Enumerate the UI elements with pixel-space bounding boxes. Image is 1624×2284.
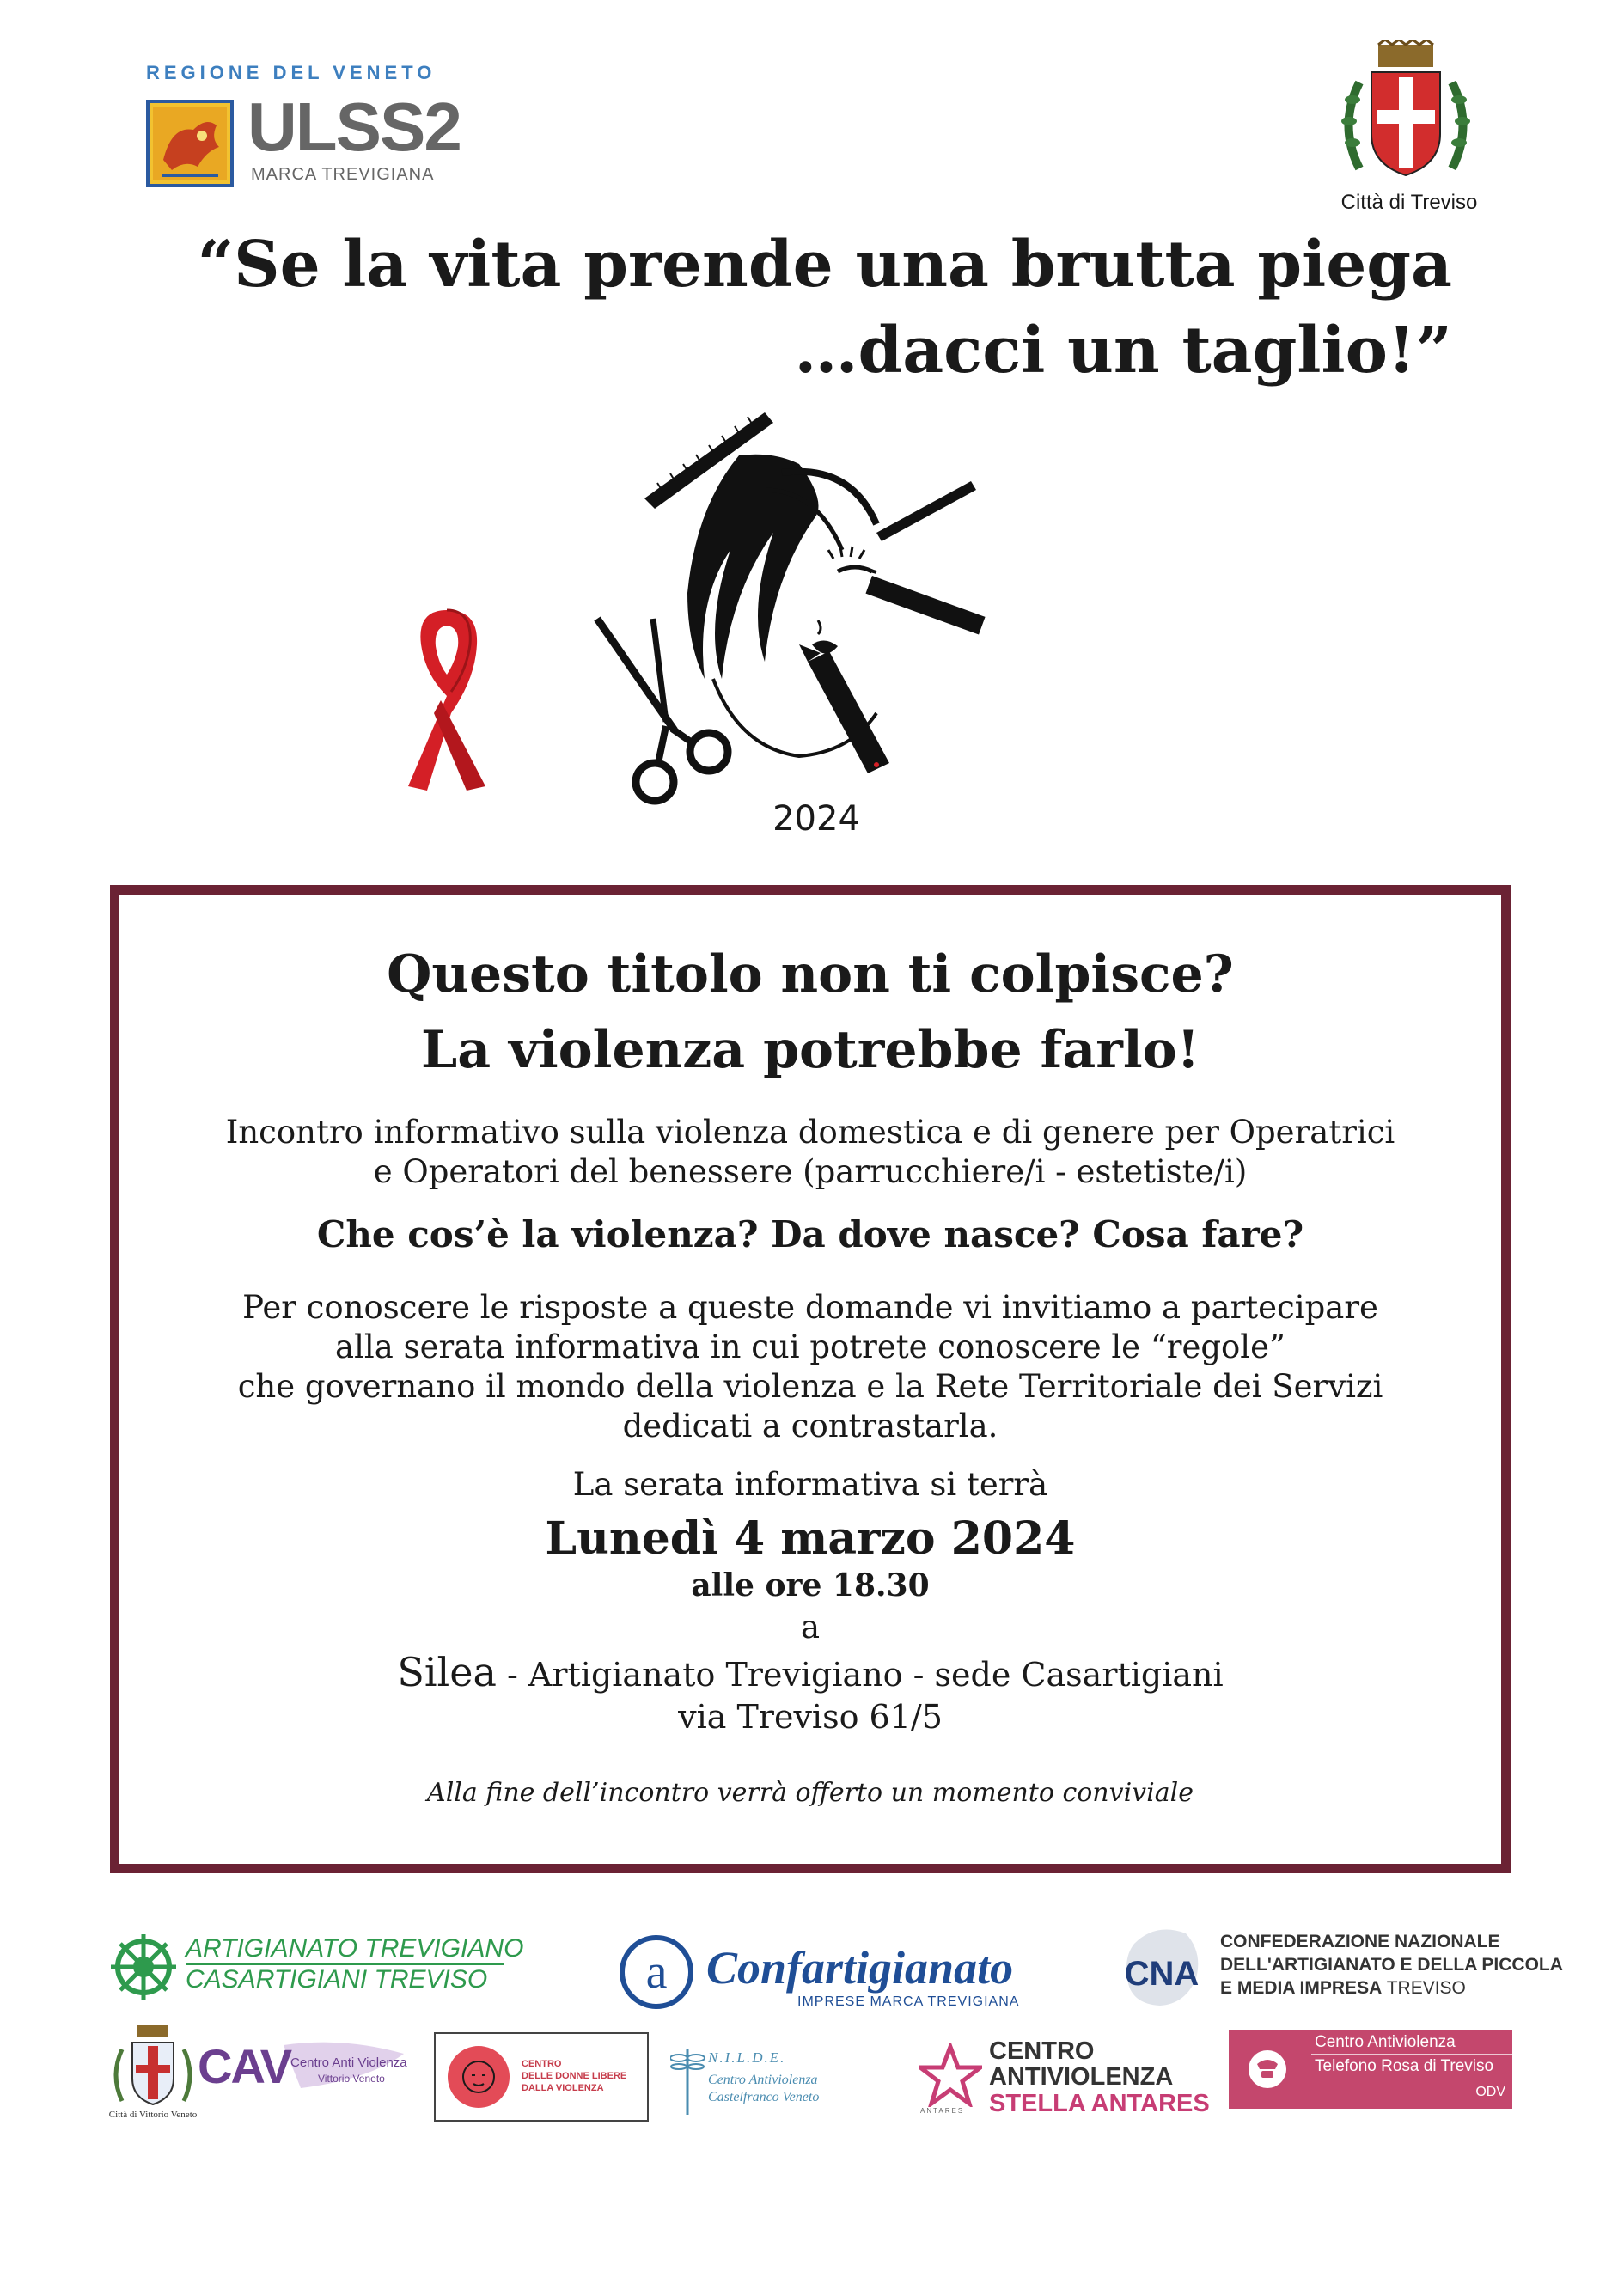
slogan-line-2: …dacci un taglio!” (794, 314, 1452, 388)
treviso-crest-icon (1334, 40, 1478, 184)
stella-antares-logo (913, 2037, 1210, 2124)
cav-line-1: Centro Anti Violenza (290, 2055, 407, 2070)
cav-line-2: Vittorio Veneto (318, 2073, 385, 2085)
ulss2-wordmark: ULSS2 (247, 89, 461, 165)
closing-note: Alla fine dell’incontro verrà offerto un momento conviviale (427, 1778, 1194, 1808)
cav-logo (198, 2037, 412, 2114)
event-date: Lunedì 4 marzo 2024 (545, 1512, 1076, 1565)
citta-di-treviso-label: Città di Treviso (1340, 191, 1478, 214)
face-circle-icon (444, 2043, 513, 2111)
ulss2-logo (146, 62, 461, 191)
nilde-name: N.I.L.D.E. (708, 2049, 786, 2066)
at-word: a (800, 1609, 821, 1646)
confartigianato-name: Confartigianato (706, 1942, 1014, 1994)
cna-line-1: CONFEDERAZIONE NAZIONALE (1220, 1932, 1500, 1951)
telefono-rosa-line-2: Telefono Rosa di Treviso (1315, 2057, 1494, 2075)
dragonfly-icon (670, 2041, 705, 2118)
marca-trevigiana-text: MARCA TREVIGIANA (251, 165, 435, 184)
confartigianato-sub: IMPRESE MARCA TREVIGIANA (797, 1994, 1020, 2009)
cav-acronym: CAV (198, 2039, 291, 2093)
vittorio-veneto-label: Città di Vittorio Veneto (108, 2110, 198, 2120)
questions-line: Che cos’è la violenza? Da dove nasce? Cosa fare? (316, 1213, 1304, 1255)
event-time: alle ore 18.30 (691, 1567, 930, 1603)
body-line-4: dedicati a contrastarla. (622, 1408, 998, 1444)
event-info-box (110, 885, 1511, 1873)
donne-libere-logo (434, 2032, 649, 2122)
lion-of-saint-mark-icon (146, 100, 234, 187)
star-icon (919, 2043, 982, 2107)
event-place-venue: - Artigianato Trevigiano - sede Casartigiani (496, 1656, 1224, 1694)
artigianato-line-1: ARTIGIANATO TREVIGIANO (186, 1934, 524, 1963)
hairdresser-illustration (593, 404, 1023, 808)
regione-veneto-text: REGIONE DEL VENETO (146, 62, 437, 83)
antares-small: ANTARES (920, 2107, 965, 2115)
cna-logo (1117, 1925, 1563, 2019)
body-line-3: che governano il mondo della violenza e la Rete Territoriale dei Servizi (237, 1368, 1383, 1405)
nilde-subtitle: Centro Antiviolenza Castelfranco Veneto (708, 2073, 820, 2104)
donne-libere-text: CENTRO DELLE DONNE LIBERE DALLA VIOLENZA (522, 2059, 627, 2093)
telefono-rosa-logo (1229, 2030, 1512, 2109)
confartigianato-logo (617, 1929, 1029, 2015)
intro-line-1: Incontro informativo sulla violenza domestica e di genere per Operatrici (225, 1114, 1395, 1151)
citta-di-treviso-logo (1289, 40, 1529, 224)
telefono-rosa-odv: ODV (1475, 2085, 1505, 2099)
scissors-icon (597, 619, 728, 801)
body-line-1: Per conoscere le risposte a queste domande vi invitiamo a partecipare (242, 1289, 1378, 1326)
cna-line-3: E MEDIA IMPRESA TREVISO (1220, 1978, 1466, 1998)
svg-text:a: a (645, 1945, 668, 1999)
cna-text (1220, 1930, 1563, 2000)
heading-line-2: La violenza potrebbe farlo! (421, 1020, 1200, 1080)
antares-line-1: CENTRO ANTIVIOLENZA (989, 2037, 1174, 2091)
announce-line: La serata informativa si terrà (572, 1466, 1048, 1503)
red-ribbon-icon (391, 593, 503, 795)
telefono-rosa-divider (1311, 2054, 1512, 2055)
year-label: 2024 (772, 799, 860, 839)
intro-line-2: e Operatori del benessere (parrucchiere/i - estetiste/i) (373, 1153, 1248, 1190)
confartigianato-emblem-icon (617, 1933, 696, 2012)
artigianato-line-2: CASARTIGIANI TREVISO (186, 1965, 488, 1994)
body-line-2: alla serata informativa in cui potrete conoscere le “regole” (335, 1328, 1285, 1365)
slogan (146, 222, 1452, 394)
cna-emblem-icon (1117, 1927, 1212, 2012)
cna-acronym: CNA (1124, 1955, 1200, 1993)
telefono-rosa-line-1: Centro Antiviolenza (1315, 2033, 1456, 2051)
ship-wheel-icon (110, 1933, 177, 2001)
event-place-city: Silea (397, 1649, 497, 1695)
heading-line-1: Questo titolo non ti colpisce? (387, 944, 1234, 1005)
nilde-logo (670, 2041, 894, 2118)
slogan-line-1: “Se la vita prende una brutta piega (197, 228, 1452, 302)
telephone-icon (1229, 2030, 1306, 2109)
event-place (119, 1651, 1501, 1696)
event-address: via Treviso 61/5 (678, 1698, 943, 1736)
antares-line-3: STELLA ANTARES (989, 2090, 1210, 2117)
mascara-icon (859, 481, 986, 635)
citta-di-vittorio-veneto-logo (110, 2024, 196, 2127)
artigianato-trevigiano-logo (110, 1929, 524, 2006)
vittorio-veneto-crest-icon (110, 2024, 196, 2108)
cna-line-2: DELL'ARTIGIANATO E DELLA PICCOLA (1220, 1955, 1563, 1975)
